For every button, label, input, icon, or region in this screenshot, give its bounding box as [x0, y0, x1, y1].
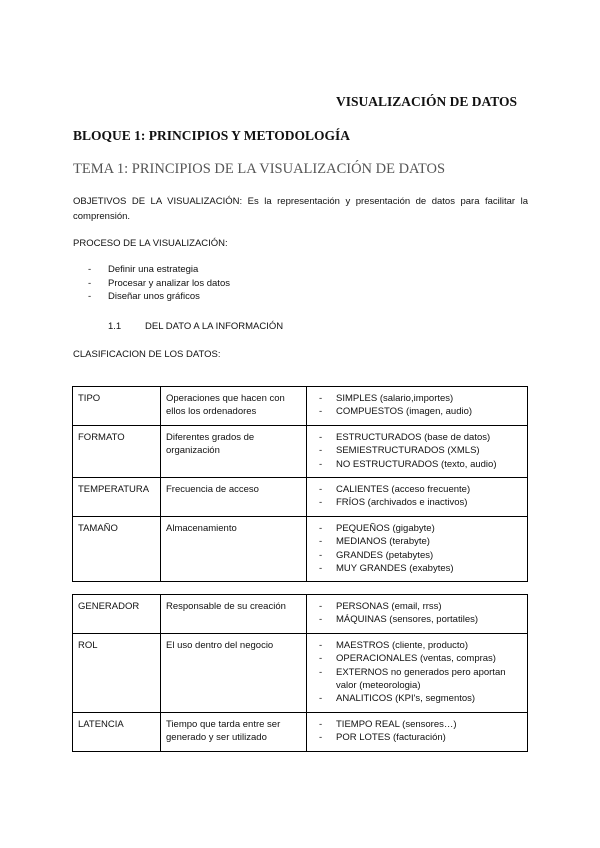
row-description: Frecuencia de acceso: [161, 478, 307, 517]
clasificacion-table-2: [72, 594, 528, 752]
list-item: - MEDIANOS (terabyte): [319, 536, 430, 548]
row-label: TIPO: [73, 387, 161, 426]
section-heading: [108, 321, 283, 332]
table-row: [73, 595, 528, 634]
proceso-heading: PROCESO DE LA VISUALIZACIÓN:: [73, 238, 228, 249]
clasificacion-heading: CLASIFICACION DE LOS DATOS:: [73, 349, 221, 360]
list-item: - FRÍOS (archivados e inactivos): [319, 497, 468, 509]
clasificacion-table-1: [72, 386, 528, 582]
row-values: [307, 633, 528, 712]
list-item: - NO ESTRUCTURADOS (texto, audio): [319, 458, 497, 470]
row-description: El uso dentro del negocio: [161, 633, 307, 712]
list-item: - PERSONAS (email, rrss): [319, 601, 442, 612]
list-item: - SEMIESTRUCTURADOS (XMLS): [319, 445, 480, 457]
list-item: - POR LOTES (facturación): [319, 732, 446, 744]
row-values: [307, 595, 528, 634]
table-row: [73, 478, 528, 517]
list-item: - Diseñar unos gráficos: [88, 291, 200, 303]
list-item: - MÁQUINAS (sensores, portatiles): [319, 614, 479, 626]
row-values: [307, 425, 528, 477]
list-item: - MAESTROS (cliente, producto): [319, 639, 468, 651]
list-item: - CALIENTES (acceso frecuente): [319, 484, 471, 496]
row-values: [307, 516, 528, 582]
table-row: [73, 712, 528, 751]
tema-heading: TEMA 1: PRINCIPIOS DE LA VISUALIZACIÓN DE DATOS: [73, 161, 446, 177]
objetivos-paragraph: OBJETIVOS DE LA VISUALIZACIÓN: Es la representación y presentación de datos para facilitar la comprensión.: [73, 196, 528, 222]
row-label: GENERADOR: [73, 595, 161, 634]
document-title: VISUALIZACIÓN DE DATOS: [335, 94, 517, 109]
table-row: [73, 516, 528, 582]
row-values: [307, 387, 528, 426]
row-values: [307, 712, 528, 751]
row-description: Diferentes grados de organización: [161, 425, 307, 477]
row-description: Tiempo que tarda entre ser generado y ser utilizado: [161, 712, 307, 751]
list-item: - PEQUEÑOS (gigabyte): [319, 522, 435, 534]
table-row: [73, 633, 528, 712]
section-title: DEL DATO A LA INFORMACIÓN: [145, 321, 284, 332]
row-label: LATENCIA: [73, 712, 161, 751]
list-item: - ANALITICOS (KPI's, segmentos): [319, 693, 476, 705]
row-description: Responsable de su creación: [161, 595, 307, 634]
row-description: Operaciones que hacen con ellos los ordenadores: [161, 387, 307, 426]
list-item: - Procesar y analizar los datos: [88, 277, 230, 289]
list-item: - OPERACIONALES (ventas, compras): [319, 653, 496, 665]
table-row: [73, 425, 528, 477]
table-row: [73, 387, 528, 426]
list-item: - EXTERNOS no generados pero aportan valor (meteorologia): [319, 666, 506, 692]
row-label: TEMPERATURA: [73, 478, 161, 517]
list-item: - ESTRUCTURADOS (base de datos): [319, 431, 491, 443]
row-label: ROL: [73, 633, 161, 712]
proceso-list: [88, 263, 230, 304]
row-values: [307, 478, 528, 517]
list-item: - SIMPLES (salario,importes): [319, 393, 454, 404]
bloque-heading: BLOQUE 1: PRINCIPIOS Y METODOLOGÍA: [73, 128, 351, 143]
list-item: - TIEMPO REAL (sensores…): [319, 718, 457, 730]
row-label: FORMATO: [73, 425, 161, 477]
list-item: - MUY GRANDES (exabytes): [319, 563, 454, 575]
row-description: Almacenamiento: [161, 516, 307, 582]
list-item: - GRANDES (petabytes): [319, 549, 434, 561]
list-item: - COMPUESTOS (imagen, audio): [319, 406, 473, 418]
row-label: TAMAÑO: [73, 516, 161, 582]
list-item: - Definir una estrategia: [88, 264, 199, 275]
section-number: 1.1: [108, 321, 122, 332]
